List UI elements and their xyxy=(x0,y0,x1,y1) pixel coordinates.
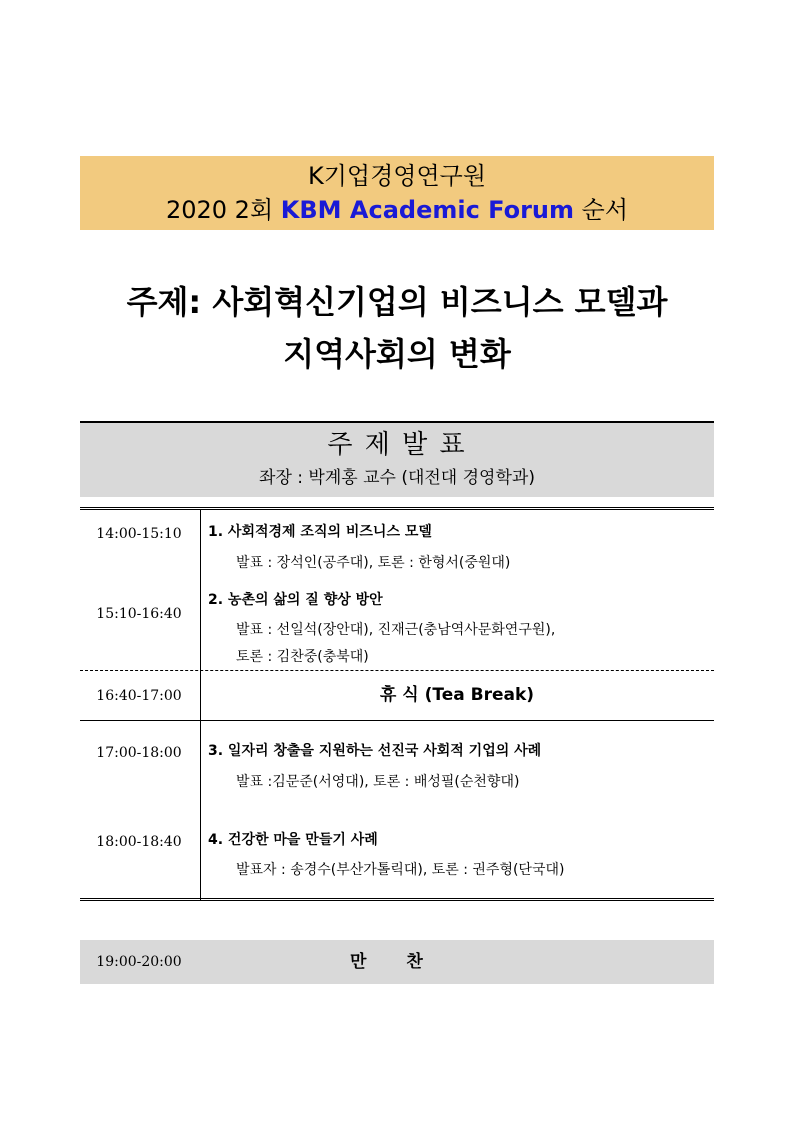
program-time: 15:10-16:40 xyxy=(96,606,182,622)
program-time: 17:00-18:00 xyxy=(96,745,182,761)
session-chair: 좌장 : 박계홍 교수 (대전대 경영학과) xyxy=(259,468,535,488)
theme-title-line1: 주제: 사회혁신기업의 비즈니스 모델과 xyxy=(126,283,668,321)
forum-title-prefix: 2020 2회 xyxy=(165,196,281,224)
dinner-label: 만찬 xyxy=(350,952,463,972)
program-time: 14:00-15:10 xyxy=(96,526,182,542)
session-title: 주 제 발 표 xyxy=(327,430,467,460)
session-header xyxy=(80,421,714,497)
program-detail: 발표 :김문준(서영대), 토론 : 배성필(순천향대) xyxy=(236,774,520,790)
program-time: 18:00-18:40 xyxy=(96,834,182,850)
program-title: 2. 농촌의 삶의 질 향상 방안 xyxy=(208,592,383,608)
program-detail: 토론 : 김찬중(충북대) xyxy=(236,649,369,665)
dinner-row xyxy=(80,940,714,984)
dinner-time: 19:00-20:00 xyxy=(96,954,182,970)
forum-title-name: KBM Academic Forum xyxy=(280,196,575,224)
organization-name: K기업경영연구원 xyxy=(307,162,487,190)
program-detail: 발표 : 선일석(장안대), 진재근(충남역사문화연구원), xyxy=(236,622,556,638)
row-divider xyxy=(80,720,714,721)
table-bottom-border xyxy=(80,898,714,901)
row-divider xyxy=(80,670,714,671)
program-title: 3. 일자리 창출을 지원하는 선진국 사회적 기업의 사례 xyxy=(208,743,542,759)
forum-title xyxy=(80,194,714,226)
program-title: 4. 건강한 마을 만들기 사례 xyxy=(208,832,378,848)
program-detail: 발표자 : 송경수(부산가톨릭대), 토론 : 권주형(단국대) xyxy=(236,862,565,878)
break-label: 휴 식 (Tea Break) xyxy=(379,685,535,705)
forum-title-suffix: 순서 xyxy=(574,196,629,224)
table-top-border xyxy=(80,507,714,510)
program-detail: 발표 : 장석인(공주대), 토론 : 한형서(중원대) xyxy=(236,555,511,571)
break-time: 16:40-17:00 xyxy=(96,688,182,704)
forum-header-band xyxy=(80,156,714,230)
theme-title-line2: 지역사회의 변화 xyxy=(283,335,511,373)
program-title: 1. 사회적경제 조직의 비즈니스 모델 xyxy=(208,524,432,540)
